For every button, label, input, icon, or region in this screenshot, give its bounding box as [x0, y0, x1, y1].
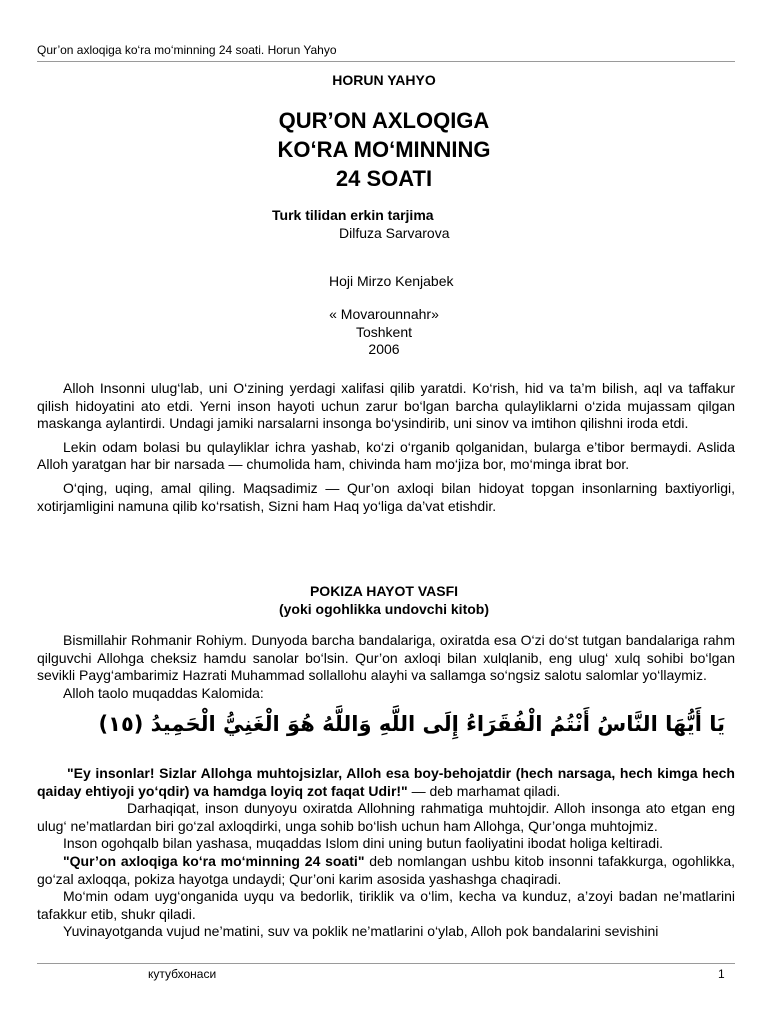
city: Toshkent	[355, 323, 413, 340]
author-name: HORUN YAHYO	[332, 72, 436, 88]
main-text-top	[37, 632, 735, 702]
title-line-3: 24 SOATI	[335, 166, 433, 191]
editor-name: Hoji Mirzo Kenjabek	[329, 273, 454, 289]
arabic-verse: يَا أَيُّهَا النَّاسُ أَنْتُمُ الْفُقَرَاءُ إِلَى اللَّهِ وَاللَّهُ هُوَ الْغَنِيُّ الْحَمِيدُ (١٥)	[98, 712, 725, 736]
section-title: POKIZA HAYOT VASFI	[309, 583, 459, 599]
running-header: Qur’on axloqiga ko‘ra mo‘minning 24 soati. Horun Yahyo	[37, 43, 337, 57]
translator-name: Dilfuza Sarvarova	[339, 225, 450, 241]
intro-paragraph-3: O‘qing, uqing, amal qiling. Maqsadimiz — Qur’on axloqi bilan hidoyat topgan insonlarning baxtiyorligi, xotirjamligini namuna qilib ko‘rsatish, Sizni ham Haq yo‘liga da’vat etishdir.	[37, 479, 735, 514]
verse-translation-tail: — deb marhamat qiladi.	[407, 782, 561, 799]
book-title	[0, 106, 768, 193]
section-heading	[0, 583, 768, 618]
translation-label: Turk tilidan erkin tarjima	[272, 207, 434, 223]
main-paragraph-5-rest: deb nomlangan ushbu kitob insonni tafakkurga, ogohlikka, go‘zal axloqqa, pokiza hayotga undaydi; Qur’oni karim asosida yashashga chaqiradi.	[37, 852, 735, 887]
intro-paragraph-2: Lekin odam bolasi bu qulayliklar ichra yashab, ko‘zi o‘rganib qolganidan, bularga e’tibor bermaydi. Aslida Alloh yaratgan har bir narsada — chumolida ham, chivinda ham mo‘jiza bor, mo‘minga ibrat bor.	[37, 438, 735, 473]
year: 2006	[368, 341, 400, 357]
main-paragraph-3: Darhaqiqat, inson dunyoyu oxiratda Allohning rahmatiga muhtojdir. Alloh insonga ato etgan eng ulug‘ ne’matlardan biri go‘zal axloqdirki, unga sohib bo‘lish uchun ham Allohga, Qur’onga muhtojmiz.	[37, 800, 735, 834]
publisher: « Movarounnahr»	[329, 306, 439, 322]
footer-library: кутубхонаси	[148, 967, 217, 981]
main-paragraph-1: Bismillahir Rohmanir Rohiym. Dunyoda barcha bandalariga, oxiratda esa O‘zi do‘st tutgan bandalariga rahm qilguvchi Allohga cheksiz hamdu sanolar bo‘lsin. Qur’on axloqi bilan xulqlanib, eng ulug‘ xulq sohibi bo‘lgan sevikli Payg‘ambarimiz Hazrati Muhammad sollallohu alayhi va sallamga so‘ngsiz salotu salomlar yo‘llaymiz.	[37, 632, 735, 684]
intro-paragraph-1: Alloh Insonni ulug‘lab, uni O‘zining yerdagi xalifasi qilib yaratdi. Ko‘rish, hid va ta’m bilish, aql va taffakur qilish hidoyatini ato etdi. Yerni inson hayoti uchun zarur bo‘lgan barcha qulayliklarni o‘zida mujassam qilgan maskanga aylantirdi. Undagi jamiki narsalarni insonga bo‘ysindirib, uni sinov va imtihon qilishni iroda etdi.	[37, 380, 735, 432]
footer-rule	[37, 963, 735, 964]
main-paragraph-7: Yuvinayotganda vujud ne’matini, suv va poklik ne’matlarini o‘ylab, Alloh pok bandalarini sevishini	[63, 923, 659, 940]
main-text-bottom	[37, 765, 735, 941]
intro-text	[37, 380, 735, 515]
verse-translation	[37, 765, 735, 800]
main-paragraph-4: Inson ogohqalb bilan yashasa, muqaddas Islom dini uning butun faoliyatini ibodat holiga keltiradi.	[63, 835, 664, 852]
imprint	[0, 306, 768, 359]
verse-translation-bold: "Ey insonlar! Sizlar Allohga muhtojsizlar, Alloh esa boy-behojatdir (hech narsaga, hech kimga hech qaiday ehtiyoji yo‘qdir) va hamdga loyiq zot faqat Udir!"	[37, 765, 735, 799]
book-title-quote: "Qur’on axloqiga ko‘ra mo‘minning 24 soati"	[63, 852, 365, 869]
main-paragraph-2: Alloh taolo muqaddas Kalomida:	[63, 684, 264, 701]
main-paragraph-6: Mo‘min odam uyg‘onganida uyqu va bedorlik, tiriklik va o‘lim, kecha va kunduz, a’zoyi badan ne’matlarini tafakkur etib, shukr qiladi.	[37, 888, 735, 922]
title-line-1: QUR’ON AXLOQIGA	[278, 108, 490, 133]
page-number: 1	[718, 967, 725, 981]
section-subtitle: (yoki ogohlikka undovchi kitob)	[278, 600, 489, 617]
main-paragraph-5	[37, 853, 735, 888]
title-line-2: KO‘RA MO‘MINNING	[277, 137, 491, 162]
header-rule	[37, 61, 735, 62]
